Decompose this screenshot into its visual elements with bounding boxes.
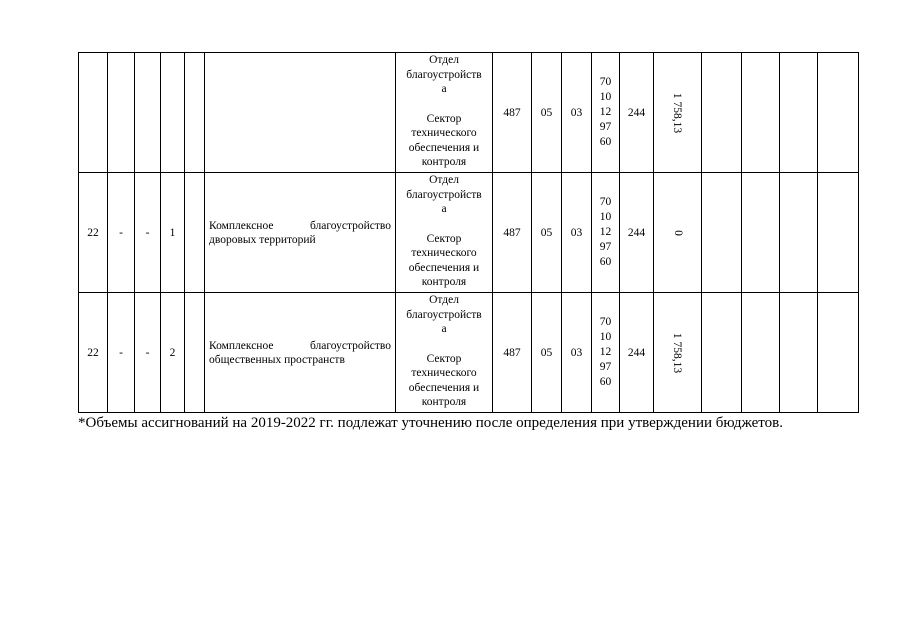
cell-department — [396, 53, 493, 173]
dept-line: контроля — [421, 276, 467, 288]
cell-empty — [742, 293, 780, 413]
cell-empty — [818, 293, 859, 413]
cell-amount — [654, 293, 702, 413]
cell-empty — [702, 293, 742, 413]
cell-code-4: 1 — [161, 173, 185, 293]
csr-part: 12 — [599, 346, 612, 358]
csr-part: 60 — [599, 376, 612, 388]
cell-code-4: 2 — [161, 293, 185, 413]
dept-line: технического — [411, 247, 477, 259]
csr-part: 70 — [599, 76, 612, 88]
csr-part: 97 — [599, 241, 612, 253]
csr-part: 97 — [599, 361, 612, 373]
cell-csr — [592, 293, 620, 413]
cell-name — [205, 173, 396, 293]
budget-table — [78, 52, 859, 413]
dept-line: Сектор — [426, 232, 462, 245]
cell-pr: 03 — [562, 173, 592, 293]
cell-rz: 05 — [532, 53, 562, 173]
amount-value: 1 758,13 — [671, 332, 684, 373]
cell-vr: 244 — [620, 173, 654, 293]
cell-code-4 — [161, 53, 185, 173]
cell-csr — [592, 53, 620, 173]
cell-grbs: 487 — [493, 293, 532, 413]
dept-line: Отдел — [429, 174, 459, 186]
dept-line: Сектор — [426, 352, 462, 365]
csr-part: 60 — [599, 256, 612, 268]
csr-part: 12 — [599, 106, 612, 118]
cell-empty — [742, 53, 780, 173]
cell-empty — [780, 173, 818, 293]
cell-amount — [654, 173, 702, 293]
dept-gap — [396, 97, 492, 112]
cell-code-2: - — [108, 173, 135, 293]
csr-part: 70 — [599, 316, 612, 328]
cell-empty — [742, 173, 780, 293]
cell-empty — [702, 173, 742, 293]
csr-part: 97 — [599, 121, 612, 133]
cell-csr — [592, 173, 620, 293]
dept-line: Сектор — [426, 112, 462, 125]
cell-code-3: - — [135, 293, 161, 413]
cell-code-3: - — [135, 173, 161, 293]
dept-line: а — [441, 83, 447, 95]
dept-line: контроля — [421, 156, 467, 168]
dept-line: благоустройств — [406, 308, 482, 321]
cell-pr: 03 — [562, 293, 592, 413]
cell-name — [205, 293, 396, 413]
cell-number: 22 — [79, 293, 108, 413]
cell-name — [205, 53, 396, 173]
dept-line: обеспечения и — [408, 261, 480, 274]
cell-code-2: - — [108, 293, 135, 413]
dept-line: технического — [411, 367, 477, 379]
cell-vr: 244 — [620, 53, 654, 173]
dept-line: благоустройств — [406, 188, 482, 201]
cell-rz: 05 — [532, 293, 562, 413]
cell-number — [79, 53, 108, 173]
cell-empty — [185, 293, 205, 413]
dept-line: а — [441, 323, 447, 335]
cell-vr: 244 — [620, 293, 654, 413]
cell-code-2 — [108, 53, 135, 173]
footnote: *Объемы ассигнований на 2019-2022 гг. подлежат уточнению после определения при утверждении бюджетов. — [78, 415, 783, 431]
csr-part: 10 — [599, 211, 612, 223]
dept-gap — [396, 337, 492, 352]
cell-empty — [780, 53, 818, 173]
dept-line: Отдел — [429, 54, 459, 66]
table-row — [79, 53, 859, 173]
cell-rz: 05 — [532, 173, 562, 293]
event-name: Комплексное благоустройство дворовых территорий — [209, 219, 391, 246]
cell-grbs: 487 — [493, 173, 532, 293]
dept-line: обеспечения и — [408, 381, 480, 394]
dept-line: благоустройств — [406, 68, 482, 81]
table-body — [79, 53, 859, 413]
amount-value: 1 758,13 — [671, 92, 684, 133]
csr-part: 10 — [599, 331, 612, 343]
cell-code-3 — [135, 53, 161, 173]
cell-empty — [702, 53, 742, 173]
cell-empty — [818, 173, 859, 293]
cell-department — [396, 293, 493, 413]
cell-empty — [780, 293, 818, 413]
cell-grbs: 487 — [493, 53, 532, 173]
dept-line: контроля — [421, 396, 467, 408]
cell-empty — [185, 53, 205, 173]
event-name: Комплексное благоустройство общественных пространств — [209, 339, 391, 366]
csr-part: 60 — [599, 136, 612, 148]
amount-value: 0 — [671, 229, 684, 236]
csr-part: 12 — [599, 226, 612, 238]
cell-empty — [185, 173, 205, 293]
table-row — [79, 293, 859, 413]
cell-department — [396, 173, 493, 293]
dept-line: обеспечения и — [408, 141, 480, 154]
cell-pr: 03 — [562, 53, 592, 173]
table-row — [79, 173, 859, 293]
cell-amount — [654, 53, 702, 173]
cell-number: 22 — [79, 173, 108, 293]
csr-part: 70 — [599, 196, 612, 208]
dept-line: Отдел — [429, 294, 459, 306]
csr-part: 10 — [599, 91, 612, 103]
cell-empty — [818, 53, 859, 173]
dept-gap — [396, 217, 492, 232]
dept-line: технического — [411, 127, 477, 139]
dept-line: а — [441, 203, 447, 215]
